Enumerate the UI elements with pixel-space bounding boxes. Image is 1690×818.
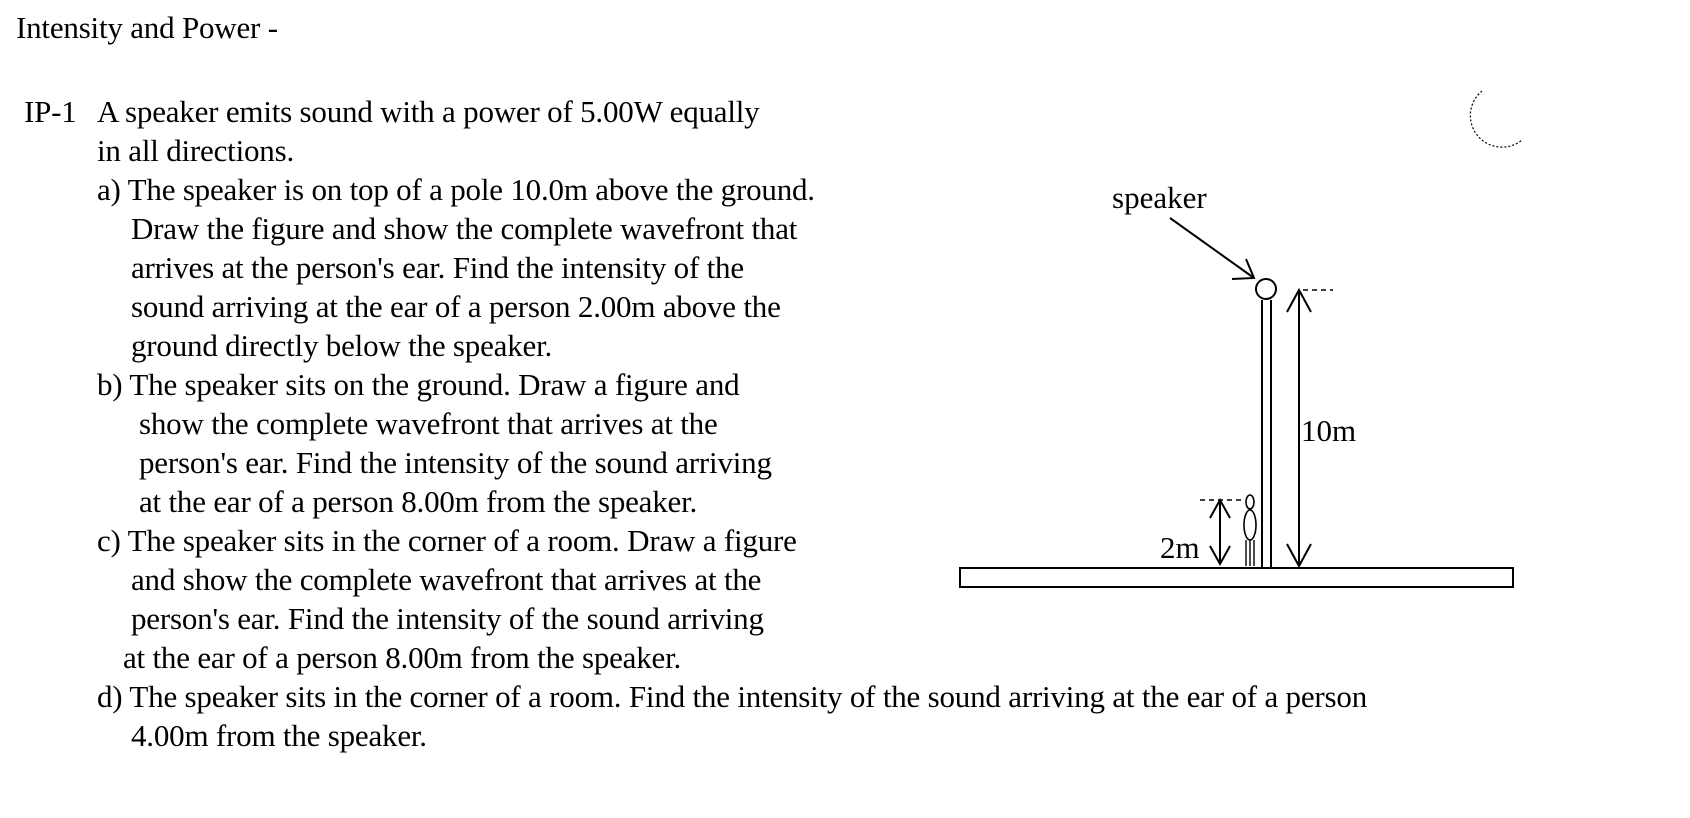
person-head [1246, 495, 1254, 509]
part-b-line-4: at the ear of a person 8.00m from the speaker. [139, 484, 698, 519]
ground-slab [960, 568, 1513, 587]
intro-line-1: A speaker emits sound with a power of 5.00W equally [97, 94, 760, 129]
intro-line-2: in all directions. [97, 133, 294, 168]
person-height-label: 2m [1160, 530, 1200, 565]
part-b-line-2: show the complete wavefront that arrives at the [139, 406, 718, 441]
part-d-line-2: 4.00m from the speaker. [131, 718, 427, 753]
speaker-pointer-line [1170, 218, 1254, 278]
part-c-line-4: at the ear of a person 8.00m from the speaker. [123, 640, 682, 675]
part-b-line-3: person's ear. Find the intensity of the sound arriving [139, 445, 772, 480]
part-b-line-1: b) The speaker sits on the ground. Draw a figure and [97, 367, 740, 402]
part-c-line-1: c) The speaker sits in the corner of a room. Draw a figure [97, 523, 797, 558]
part-d-line-1: d) The speaker sits in the corner of a room. Find the intensity of the sound arriving at the ear of a person [97, 679, 1368, 714]
part-a-line-4: sound arriving at the ear of a person 2.00m above the [131, 289, 781, 324]
person-body [1244, 510, 1256, 540]
part-c-line-2: and show the complete wavefront that arrives at the [131, 562, 762, 597]
decorative-arc [1470, 91, 1522, 147]
part-a-line-3: arrives at the person's ear. Find the intensity of the [131, 250, 744, 285]
problem-label: IP-1 [24, 94, 77, 129]
part-a-line-2: Draw the figure and show the complete wavefront that [131, 211, 798, 246]
page-heading: Intensity and Power - [16, 10, 278, 45]
pole-height-label: 10m [1301, 413, 1357, 448]
part-a-line-5: ground directly below the speaker. [131, 328, 553, 363]
speaker-circle [1256, 279, 1276, 299]
part-a-line-1: a) The speaker is on top of a pole 10.0m above the ground. [97, 172, 815, 207]
speaker-label: speaker [1112, 180, 1207, 215]
part-c-line-3: person's ear. Find the intensity of the sound arriving [131, 601, 764, 636]
